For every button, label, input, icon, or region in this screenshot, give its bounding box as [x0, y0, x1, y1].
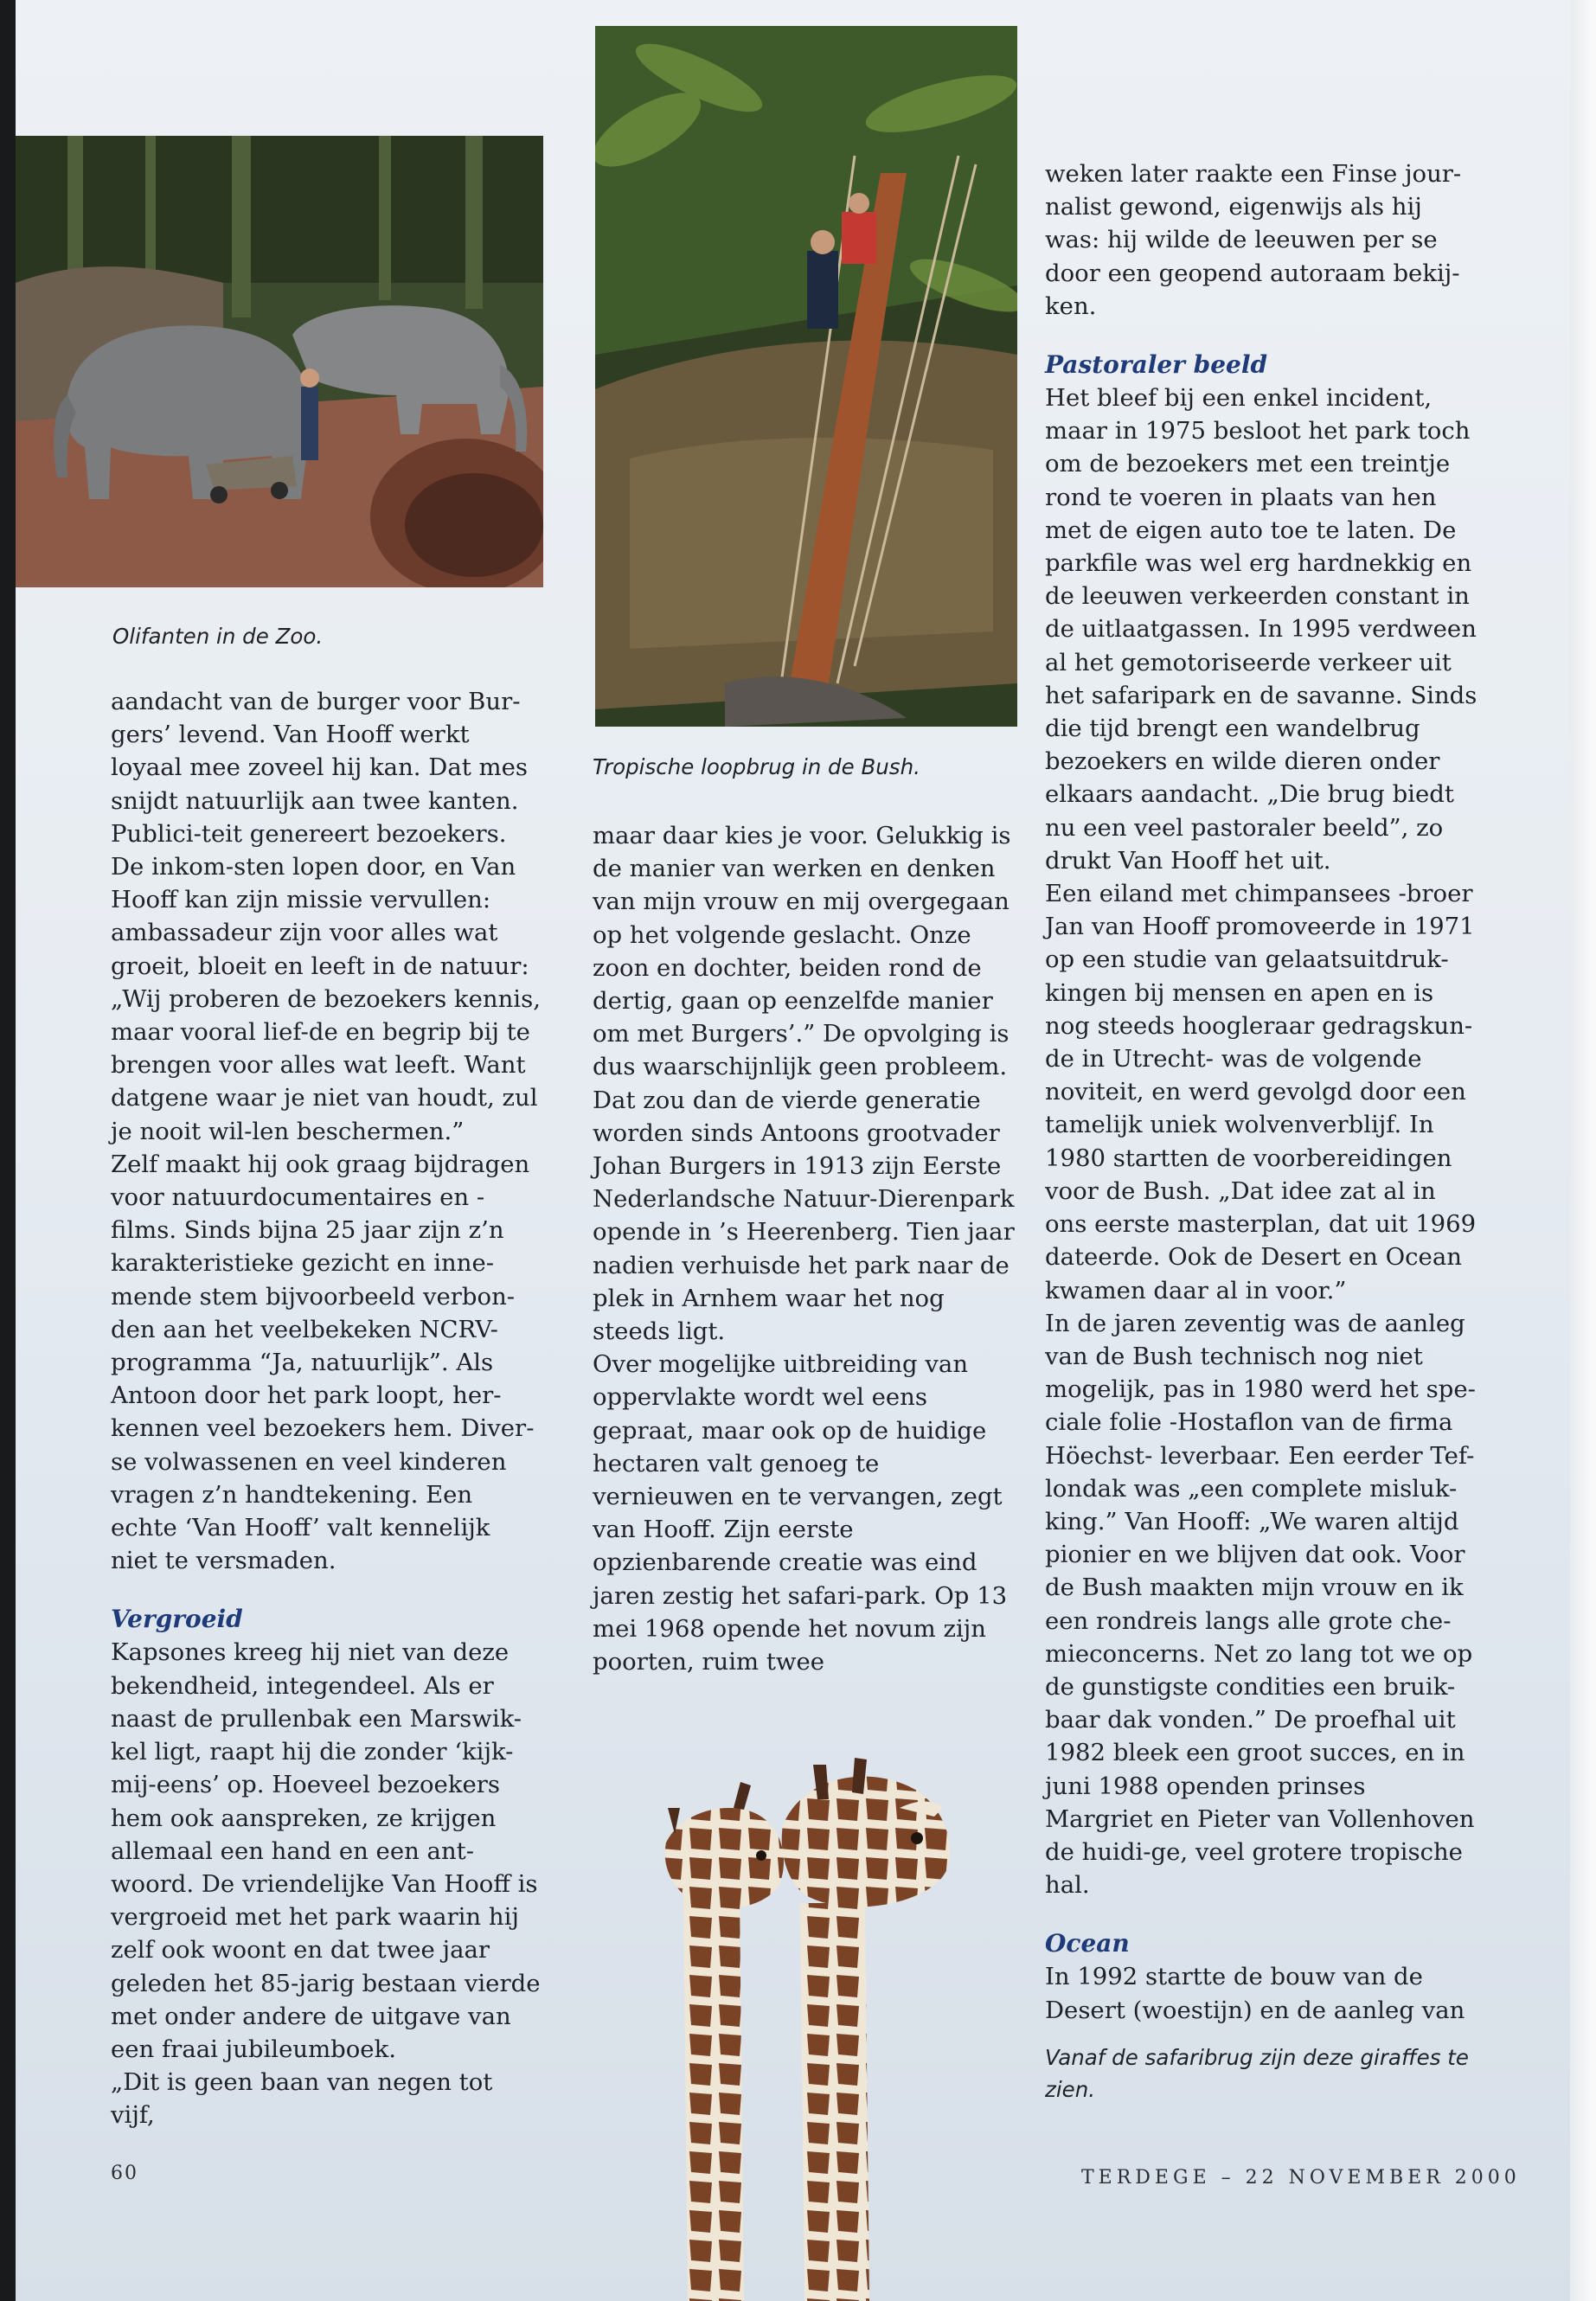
bridge-caption: Tropische loopbrug in de Bush. [593, 754, 920, 779]
article-column-1 [111, 685, 543, 2132]
giraffes-caption: Vanaf de safaribrug zijn deze giraffes te zien. [1045, 2045, 1469, 2102]
subheading-vergroeid: Vergroeid [111, 1605, 243, 1634]
article-column-3 [1045, 157, 1477, 2027]
paragraph: weken later raakte een Finse jour-nalist gewond, eigenwijs als hij was: hij wilde de leeuwen per se door een geopend autoraam bekij-ken. [1045, 160, 1462, 320]
paragraph: Het bleef bij een enkel incident, maar in 1975 besloot het park toch om de bezoekers met een treintje rond te voeren in plaats van hen met de eigen auto toe te laten. De parkfile was wel erg hardnekkig en de leeuwen verkeerden constant in de uitlaatgassen. In 1995 verdween al het gemotoriseerde verkeer uit het safaripark en de savanne. Sinds die tijd brengt een wandelbrug bezoekers en wilde dieren onder elkaars aandacht. „Die brug biedt nu een veel pastoraler beeld”, zo drukt Van Hooff het uit. [1045, 384, 1477, 875]
article-column-2 [593, 819, 1025, 1678]
paragraph: In 1992 startte de bouw van de Desert (woestijn) en de aanleg van [1045, 1963, 1465, 2024]
rope-bridge-photo [595, 26, 1017, 727]
elephants-caption: Olifanten in de Zoo. [112, 624, 324, 649]
paragraph: maar daar kies je voor. Gelukkig is de manier van werken en denken van mijn vrouw en mij overgegaan op het volgende geslacht. Onze zoon en dochter, beiden rond de dertig, gaan op eenzelfde manier om met Burgers’.” De opvolging is dus waarschijnlijk geen probleem. Dat zou dan de vierde generatie worden sinds Antoons grootvader Johan Burgers in 1913 zijn Eerste Nederlandsche Natuur-Dierenpark opende in ’s Heerenberg. Tien jaar nadien verhuisde het park naar de plek in Arnhem waar het nog steeds ligt. [593, 822, 1015, 1346]
paragraph: In de jaren zeventig was de aanleg van de Bush technisch nog niet mogelijk, pas in 1980 werd het spe-ciale folie -Hostaflon van de firma Höechst- leverbaar. Een eerder Tef-londak was „een complete misluk-king.” Van Hooff: „We waren altijd pionier en we blijven dat ook. Voor de Bush maakten mijn vrouw en ik een rondreis langs alle grote che-mieconcerns. Net zo lang tot we op de gunstigste condities een bruik-baar dak vonden.” De proefhal uit 1982 bleek een groot succes, en in juni 1988 openden prinses Margriet en Pieter van Vollenhoven de huidi-ge, veel grotere tropische hal. [1045, 1309, 1476, 1900]
elephants-photo [16, 136, 543, 587]
giraffes-photo [657, 1678, 1021, 2301]
paragraph: Over mogelijke uitbreiding van oppervlakte wordt wel eens gepraat, maar ook op de huidige hectaren valt genoeg te vernieuwen en te vervangen, zegt van Hooff. Zijn eerste opzienbarende creatie was eind jaren zestig het safari-park. Op 13 mei 1968 opende het novum zijn poorten, ruim twee [593, 1350, 1008, 1676]
magazine-footer: TERDEGE – 22 NOVEMBER 2000 [1081, 2167, 1521, 2189]
paragraph: aandacht van de burger voor Bur-gers’ levend. Van Hooff werkt loyaal mee zoveel hij kan. Dat mes snijdt natuurlijk aan twee kanten. Publici-teit genereert bezoekers. De inkom-sten lopen door, en Van Hooff kan zijn missie vervullen: ambassadeur zijn voor alles wat groeit, bloeit en leeft in de natuur: „Wij proberen de bezoekers kennis, maar vooral lief-de en begrip bij te brengen voor alles wat leeft. Want datgene waar je niet van houdt, zul je nooit wil-len beschermen.” [111, 688, 541, 1145]
page-number: 60 [111, 2163, 138, 2184]
subheading-pastoraler-beeld: Pastoraler beeld [1045, 350, 1268, 380]
subheading-ocean: Ocean [1045, 1929, 1130, 1958]
paragraph: Kapsones kreeg hij niet van deze bekendheid, integendeel. Als er naast de prullenbak een Marswik-kel ligt, raapt hij die zonder ‘kijk-mij-eens’ op. Hoeveel bezoekers hem ook aanspreken, ze krijgen allemaal een hand en een ant-woord. De vriendelijke Van Hooff is vergroeid met het park waarin hij zelf ook woont en dat twee jaar geleden het 85-jarig bestaan vierde met onder andere de uitgave van een fraai jubileumboek. [111, 1638, 541, 2063]
paragraph: Zelf maakt hij ook graag bijdragen voor natuurdocumentaires en -films. Sinds bijna 25 jaar zijn z’n karakteristieke gezicht en inne-mende stem bijvoorbeeld verbon-den aan het veelbekeken NCRV-programma “Ja, natuurlijk”. Als Antoon door het park loopt, her-kennen veel bezoekers hem. Diver-se volwassenen en veel kinderen vragen z’n handtekening. Een echte ‘Van Hooff’ valt kennelijk niet te versmaden. [111, 1150, 535, 1575]
paragraph: „Dit is geen baan van negen tot vijf, [111, 2068, 493, 2130]
paragraph: Een eiland met chimpansees -broer Jan van Hooff promoveerde in 1971 op een studie van gelaatsuitdruk-kingen bij mensen en apen en is nog steeds hoogleraar gedragskun-de in Utrecht- was de volgende noviteit, en werd gevolgd door een tamelijk uniek wolvenverblijf. In 1980 startten de voorbereidingen voor de Bush. „Dat idee zat al in ons eerste masterplan, dat uit 1969 dateerde. Ook de Desert en Ocean kwamen daar al in voor.” [1045, 880, 1477, 1304]
